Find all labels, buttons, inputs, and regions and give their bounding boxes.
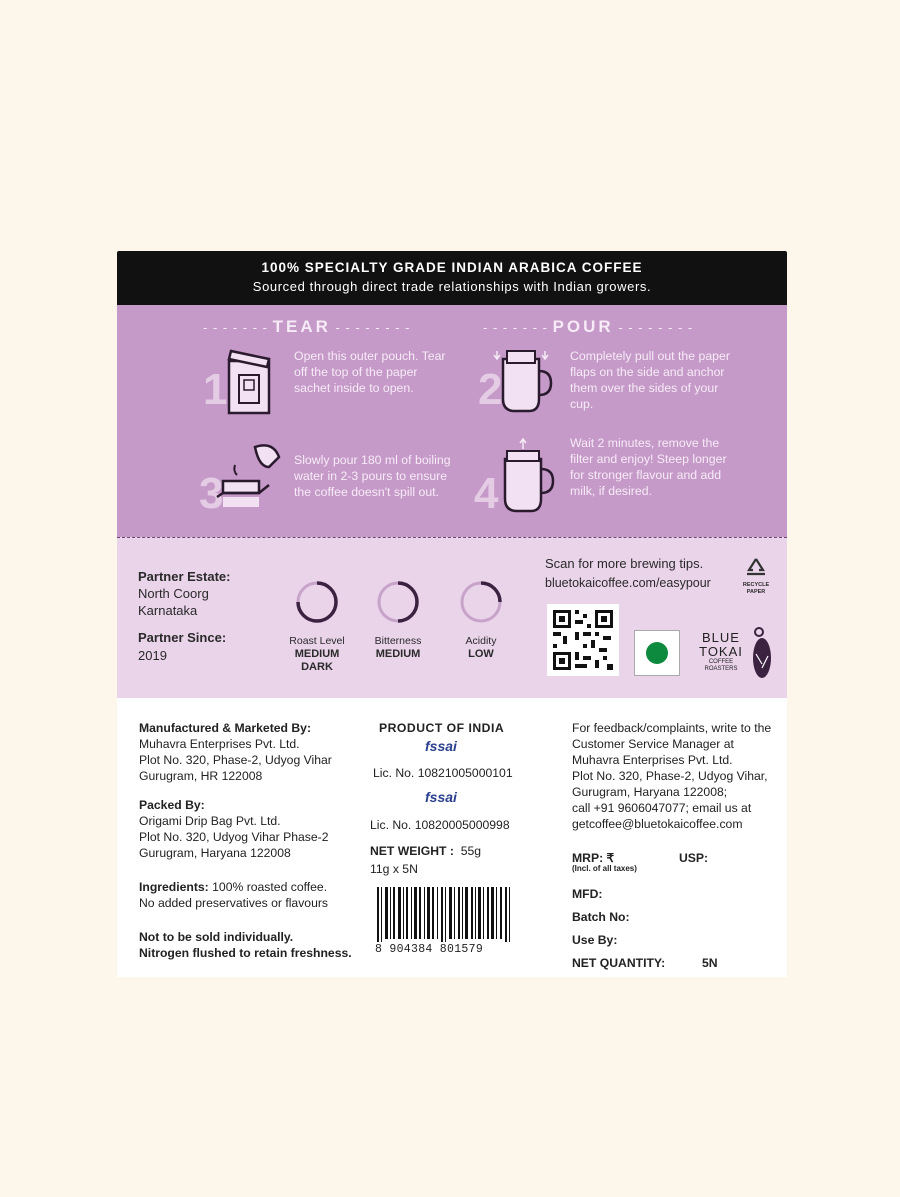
notes-line-2: Nitrogen flushed to retain freshness. (139, 946, 352, 960)
step-1-text: Open this outer pouch. Tear off the top of the paper sachet inside to open. (294, 349, 446, 395)
pour-heading: - - - - - - - POUR - - - - - - - - (483, 317, 694, 336)
manufacturer-line: Muhavra Enterprises Pvt. Ltd. (139, 737, 300, 751)
qr-code[interactable] (547, 604, 619, 676)
bitterness-value: MEDIUM (375, 648, 421, 660)
notes-line-1: Not to be sold individually. (139, 930, 294, 944)
tear-heading-label: TEAR (272, 317, 331, 336)
step-3-number: 3 (199, 469, 224, 518)
fssai-logo-2: fssai (425, 789, 457, 805)
acidity-value: LOW (468, 648, 494, 660)
product-origin: PRODUCT OF INDIA (379, 721, 505, 735)
brand-line-4: ROASTERS (704, 666, 738, 672)
mfd-label: MFD: (572, 887, 603, 901)
mrp-label: MRP: ₹ (572, 851, 615, 865)
packer-line: Origami Drip Bag Pvt. Ltd. (139, 814, 281, 828)
bitterness-label: Bitterness (374, 635, 422, 647)
coffee-info-section (117, 537, 787, 699)
step-1-number: 1 (203, 365, 228, 414)
net-quantity-value: 5N (702, 956, 718, 970)
brewing-section (117, 305, 787, 537)
tear-heading: - - - - - - - TEAR - - - - - - - - (203, 317, 411, 336)
coffee-pack-back (117, 251, 787, 977)
cup-filter-icon (489, 349, 559, 415)
header-band (117, 251, 787, 305)
partner-since-label: Partner Since: (138, 630, 227, 645)
mrp-note: (Incl. of all taxes) (572, 864, 637, 873)
packer-label: Packed By: (139, 798, 205, 812)
net-quantity-label: NET QUANTITY: (572, 956, 666, 970)
packer-line: Gurugram, Haryana 122008 (139, 846, 291, 860)
feedback-line: Muhavra Enterprises Pvt. Ltd. (572, 753, 733, 767)
recycle-label: RECYCLE PAPER (742, 582, 770, 595)
net-weight (370, 843, 481, 859)
step-2-number: 2 (478, 365, 503, 414)
license-1: Lic. No. 10821005000101 (373, 766, 513, 780)
acidity-label: Acidity (465, 635, 497, 647)
manufacturer-line: Gurugram, HR 122008 (139, 769, 263, 783)
brand-logo (693, 631, 749, 673)
ingredients-note: No added preservatives or flavours (139, 896, 329, 910)
use-by-label: Use By: (572, 933, 618, 947)
scan-text: Scan for more brewing tips. (545, 556, 704, 571)
batch-label: Batch No: (572, 910, 630, 924)
acidity-caption (441, 635, 521, 661)
net-weight-detail: 11g x 5N (370, 862, 418, 876)
feedback-line: Customer Service Manager at (572, 737, 734, 751)
roast-level-caption (277, 635, 357, 674)
brand-line-1: BLUE (702, 630, 740, 645)
scan-url[interactable]: bluetokaicoffee.com/easypour (545, 576, 711, 590)
tear-pouch-icon (217, 341, 277, 417)
pour-heading-label: POUR (552, 317, 614, 336)
partner-estate-label: Partner Estate: (138, 569, 231, 584)
net-weight-value: 55g (460, 844, 482, 858)
estate-name: North Coorg (138, 586, 209, 601)
step-2-text: Completely pull out the paper flaps on the side and anchor them over the sides of your cup. (570, 349, 730, 411)
fssai-logo-1: fssai (425, 738, 457, 754)
license-2: Lic. No. 10820005000998 (370, 818, 510, 832)
brand-line-3: COFFEE (708, 659, 734, 665)
roast-level-value-1: MEDIUM (294, 648, 340, 660)
acidity-dial (459, 580, 503, 624)
step-4-text: Wait 2 minutes, remove the filter and enjoy! Steep longer for stronger flavour and add milk, if desired. (570, 436, 727, 498)
kettle-pour-icon (215, 437, 285, 513)
feedback-email[interactable]: getcoffee@bluetokaicoffee.com (572, 817, 743, 831)
feedback-line: Plot No. 320, Phase-2, Udyog Vihar, (572, 769, 768, 783)
brand-line-2: TOKAI (699, 644, 743, 659)
net-weight-label: NET WEIGHT : (370, 844, 454, 858)
manufacturer-line: Plot No. 320, Phase-2, Udyog Vihar (139, 753, 332, 767)
roast-level-label: Roast Level (289, 635, 345, 647)
recycle-icon (741, 556, 771, 580)
peacock-icon (749, 624, 775, 682)
partner-since-year: 2019 (138, 648, 167, 663)
feedback-line: For feedback/complaints, write to the (572, 721, 772, 735)
veg-dot-icon (635, 631, 679, 675)
bitterness-caption (358, 635, 438, 661)
step-3-text: Slowly pour 180 ml of boiling water in 2-3 pours to ensure the coffee doesn't spill out. (294, 453, 451, 499)
step-4-number: 4 (474, 469, 499, 518)
usp-label: USP: (679, 851, 709, 865)
packer-line: Plot No. 320, Udyog Vihar Phase-2 (139, 830, 329, 844)
cup-steep-icon (491, 437, 561, 513)
roast-level-dial (295, 580, 339, 624)
manufacturer-label: Manufactured & Marketed By: (139, 721, 312, 735)
veg-mark (634, 630, 680, 676)
header-subtitle: Sourced through direct trade relationships with Indian growers. (252, 279, 652, 294)
label-details-section (117, 698, 787, 977)
barcode-number: 8 904384 801579 (375, 942, 515, 958)
header-title: 100% SPECIALTY GRADE INDIAN ARABICA COFFEE (261, 260, 643, 275)
ingredients (139, 879, 327, 895)
ingredients-value: 100% roasted coffee. (208, 880, 328, 894)
bitterness-dial (376, 580, 420, 624)
feedback-line: Gurugram, Haryana 122008; (572, 785, 728, 799)
estate-region: Karnataka (138, 603, 198, 618)
feedback-line: call +91 9606047077; email us at (572, 801, 752, 815)
roast-level-value-2: DARK (301, 661, 333, 673)
ingredients-label: Ingredients: (139, 880, 209, 894)
